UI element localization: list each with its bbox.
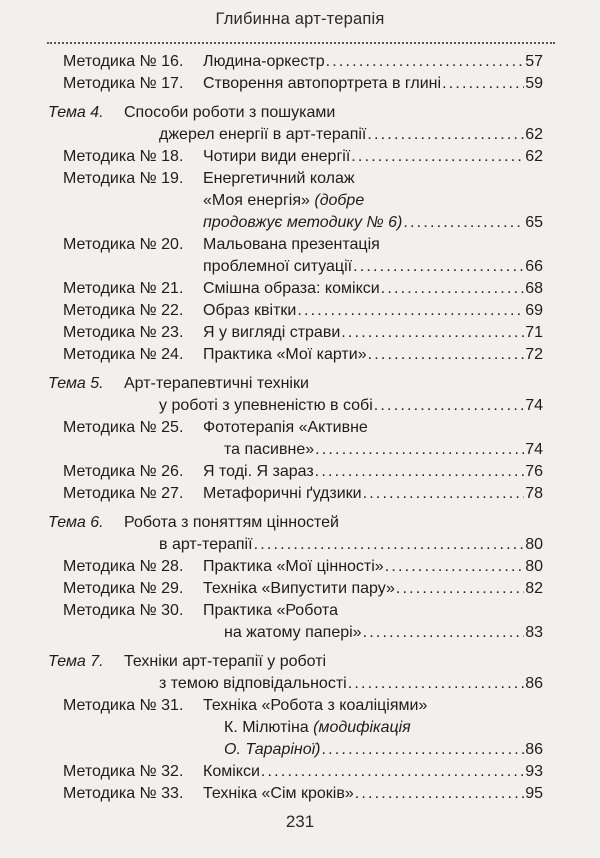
page-number: 74: [525, 441, 543, 458]
dot-leader: [396, 578, 524, 600]
page-number: 80: [525, 536, 543, 553]
toc-title-line1: Енергетичний колаж: [203, 170, 355, 187]
toc-entry-m33: [203, 783, 543, 805]
toc-title-line1: Фототерапія «Активне: [203, 419, 368, 436]
toc-theme-title-line2: в арт-терапії: [159, 536, 253, 553]
toc-label-m21: Методика № 21.: [63, 280, 184, 297]
toc-entry-t4: [159, 124, 543, 146]
toc-title-line2: та пасивне»: [224, 441, 315, 458]
toc-title-note: (добре: [314, 192, 365, 209]
dot-leader: [315, 461, 525, 483]
toc-title: Я тоді. Я зараз: [203, 463, 314, 480]
toc-label-m33: Методика № 33.: [63, 785, 184, 802]
toc-label-m24: Методика № 24.: [63, 346, 184, 363]
dot-leader: [315, 439, 524, 461]
page-number: 59: [525, 75, 543, 92]
toc-title: Практика «Мої цінності»: [203, 558, 384, 575]
page-number: 74: [525, 397, 543, 414]
toc-label-m28: Методика № 28.: [63, 558, 184, 575]
toc-entry-m24: [203, 344, 543, 366]
toc-title: Техніка «Випустити пару»: [203, 580, 395, 597]
dot-leader: [363, 622, 525, 644]
page-number: 69: [525, 302, 543, 319]
toc-entry-m20: [203, 256, 543, 278]
page-number: 66: [525, 258, 543, 275]
toc-title-line3: О. Тараріної): [224, 741, 321, 758]
toc-label-m26: Методика № 26.: [63, 463, 184, 480]
toc-title-line1: Мальована презентація: [203, 236, 380, 253]
toc-label-m19: Методика № 19.: [63, 170, 184, 187]
page-number: 82: [525, 580, 543, 597]
toc-entry-m23: [203, 322, 543, 344]
dot-leader: [353, 256, 524, 278]
toc-theme-title-line2: з темою відповідальності: [159, 675, 347, 692]
toc-title: Я у вигляді страви: [203, 324, 341, 341]
toc-entry-m31: [224, 739, 543, 761]
toc-label-m17: Методика № 17.: [63, 75, 184, 92]
toc-entry-m26: [203, 461, 543, 483]
toc-entry-m30: [224, 622, 543, 644]
page-number: 68: [525, 280, 543, 297]
toc-label-m25: Методика № 25.: [63, 419, 184, 436]
dot-leader: [367, 124, 524, 146]
toc-theme-label-t4: Тема 4.: [48, 104, 104, 121]
dot-leader: [381, 278, 525, 300]
toc-entry-m19: [203, 212, 543, 234]
toc-theme-title-line2: у роботі з упевненістю в собі: [159, 397, 373, 414]
page-number: 76: [525, 463, 543, 480]
toc-title: Смішна образа: комікси: [203, 280, 380, 297]
dot-leader: [385, 556, 525, 578]
page-number: 80: [525, 558, 543, 575]
toc-title-line2: на жатому папері»: [224, 624, 362, 641]
page-number: 93: [525, 763, 543, 780]
toc-title-author: К. Мілютіна: [224, 719, 309, 736]
toc-label-m30: Методика № 30.: [63, 602, 184, 619]
page-number: 62: [525, 126, 543, 143]
toc-title-line2: [203, 190, 364, 212]
dot-leader: [368, 344, 525, 366]
dot-leader: [403, 212, 524, 234]
header-dotted-rule: [47, 42, 555, 44]
toc-entry-m32: [203, 761, 543, 783]
toc-theme-label-t7: Тема 7.: [48, 653, 104, 670]
toc-title: Метафоричні ґудзики: [203, 485, 362, 502]
toc-entry-m18: [203, 146, 543, 168]
toc-entry-m29: [203, 578, 543, 600]
toc-label-m18: Методика № 18.: [63, 148, 184, 165]
toc-title-quoted: «Моя енергія»: [203, 192, 310, 209]
dot-leader: [322, 739, 525, 761]
dot-leader: [261, 761, 524, 783]
dot-leader: [351, 146, 524, 168]
toc-label-m31: Методика № 31.: [63, 697, 184, 714]
toc-title: Практика «Мої карти»: [203, 346, 367, 363]
toc-title: Людина-оркестр: [203, 53, 325, 70]
toc-label-m32: Методика № 32.: [63, 763, 184, 780]
toc-theme-label-t6: Тема 6.: [48, 514, 104, 531]
toc-label-m29: Методика № 29.: [63, 580, 184, 597]
toc-entry-m16: [203, 51, 543, 73]
toc-label-m23: Методика № 23.: [63, 324, 184, 341]
dot-leader: [326, 51, 525, 73]
toc-entry-m27: [203, 483, 543, 505]
toc-theme-title-line1: Техніки арт-терапії у роботі: [124, 653, 327, 670]
dot-leader: [374, 395, 524, 417]
page-number: 71: [525, 324, 543, 341]
dot-leader: [363, 483, 525, 505]
toc-label-m16: Методика № 16.: [63, 53, 184, 70]
toc-title: Комікси: [203, 763, 260, 780]
dot-leader: [297, 300, 524, 322]
page-number: 83: [525, 624, 543, 641]
toc-theme-title-line1: Арт-терапевтичні техніки: [124, 375, 309, 392]
toc-title-line2: проблемної ситуації: [203, 258, 353, 275]
dot-leader: [348, 673, 525, 695]
toc-title-line2: [224, 717, 411, 739]
toc-theme-title-line1: Способи роботи з пошуками: [124, 104, 336, 121]
toc-entry-m28: [203, 556, 543, 578]
toc-title: Чотири види енергії: [203, 148, 351, 165]
toc-label-m27: Методика № 27.: [63, 485, 184, 502]
toc-title-line3: продовжує методику № 6): [203, 214, 403, 231]
toc-title-note: (модифікація: [313, 719, 411, 736]
running-header: Глибинна арт-терапія: [215, 10, 385, 28]
toc-entry-m17: [203, 73, 543, 95]
toc-entry-t5: [159, 395, 543, 417]
toc-theme-label-t5: Тема 5.: [48, 375, 104, 392]
toc-title: Створення автопортрета в глині: [203, 75, 442, 92]
dot-leader: [341, 322, 524, 344]
toc-label-m22: Методика № 22.: [63, 302, 184, 319]
page-number: 86: [525, 741, 543, 758]
toc-entry-m25: [224, 439, 543, 461]
dot-leader: [442, 73, 524, 95]
dot-leader: [355, 783, 524, 805]
page-number: 62: [525, 148, 543, 165]
page-number: 95: [525, 785, 543, 802]
page-number: 65: [525, 214, 543, 231]
page-folio: 231: [285, 812, 315, 831]
toc-title: Образ квітки: [203, 302, 297, 319]
toc-theme-title-line1: Робота з поняттям цінностей: [124, 514, 339, 531]
dot-leader: [254, 534, 525, 556]
page-number: 86: [525, 675, 543, 692]
toc-entry-t7: [159, 673, 543, 695]
toc-label-m20: Методика № 20.: [63, 236, 184, 253]
toc-entry-m22: [203, 300, 543, 322]
page-number: 78: [525, 485, 543, 502]
toc-theme-title-line2: джерел енергії в арт-терапії: [159, 126, 367, 143]
toc-entry-t6: [159, 534, 543, 556]
page-number: 57: [525, 53, 543, 70]
toc-entry-m21: [203, 278, 543, 300]
page-number: 72: [525, 346, 543, 363]
toc-title-line1: Техніка «Робота з коаліціями»: [203, 697, 428, 714]
toc-title-line1: Практика «Робота: [203, 602, 338, 619]
toc-title: Техніка «Сім кроків»: [203, 785, 354, 802]
